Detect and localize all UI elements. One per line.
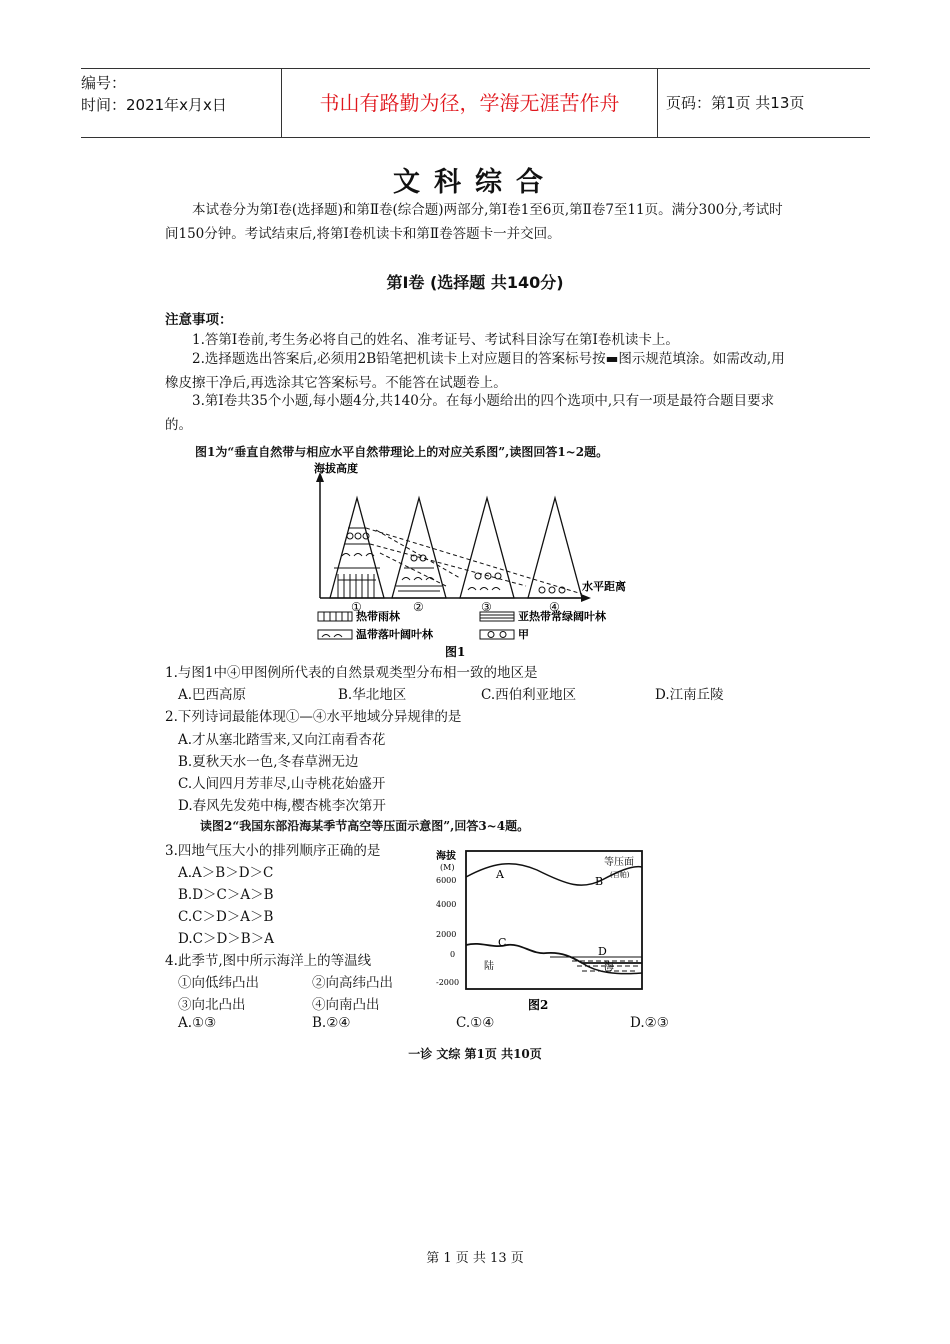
page-header: [81, 68, 870, 138]
q1-option: B.华北地区: [338, 687, 407, 703]
fig1-marker: ③: [481, 600, 492, 614]
q4-item: ①向低纬凸出: [178, 975, 259, 991]
fig1-y-label: 海拔高度: [314, 462, 358, 475]
fig2-diagram: [432, 845, 647, 1015]
q4-option: D.②③: [630, 1015, 669, 1031]
fig1-x-label: 水平距离: [582, 580, 626, 593]
header-left: [81, 69, 281, 140]
note-item: 3.第Ⅰ卷共35个小题,每小题4分,共140分。在每小题给出的四个选项中,只有一项是最符合题目要求的。: [165, 393, 775, 433]
q4-option: B.②④: [312, 1015, 351, 1031]
fig2-isobar-unit: (百帕): [610, 871, 630, 879]
fig1-caption: 图1: [445, 645, 466, 658]
fig2-tick: 4000: [436, 900, 457, 909]
q2-option: B.夏秋天水一色,冬春草洲无边: [178, 754, 359, 770]
q4-item: ③向北凸出: [178, 997, 246, 1013]
fig2-point: A: [496, 868, 504, 881]
q2-option: D.春风先发苑中梅,樱杏桃李次第开: [178, 798, 386, 814]
fig1-legend-label: 亚热带常绿阔叶林: [518, 610, 606, 623]
fig2-isobar-label: 等压面: [604, 857, 634, 868]
q4-option: A.①③: [178, 1015, 217, 1031]
q4-option: C.①④: [456, 1015, 495, 1031]
q4-item: ②向高纬凸出: [312, 975, 393, 991]
q2-option: C.人间四月芳菲尽,山寺桃花始盛开: [178, 776, 386, 792]
q3-option: C.C＞D＞A＞B: [178, 909, 274, 925]
q2-stem: 2.下列诗词最能体现①—④水平地域分异规律的是: [165, 709, 462, 725]
fig1-marker: ②: [413, 600, 424, 614]
fig2-tick: 6000: [436, 876, 457, 885]
fig2-point: B: [595, 875, 604, 888]
note-item: 1.答第Ⅰ卷前,考生务必将自己的姓名、准考证号、考试科目涂写在第Ⅰ卷机读卡上。: [192, 332, 679, 348]
header-page-info: 页码：第1页 共13页: [666, 94, 805, 112]
fig1-legend-label: 温带落叶阔叶林: [356, 628, 433, 641]
inner-page-footer: 一诊 文综 第1页 共10页: [408, 1047, 542, 1061]
fig1-marker: ①: [351, 600, 362, 614]
fig2-tick: 2000: [436, 930, 457, 939]
fig1-diagram: [310, 458, 640, 658]
note-item: 2.选择题选出答案后,必须用2B铅笔把机读卡上对应题目的答案标号按▬图示规范填涂。如需改动,用橡皮擦干净后,再选涂其它答案标号。不能答在试题卷上。: [165, 351, 785, 391]
section-title: 第Ⅰ卷 (选择题 共140分): [386, 273, 564, 292]
q3-option: B.D＞C＞A＞B: [178, 887, 274, 903]
fig2-point: D: [598, 945, 607, 958]
q3-stem: 3.四地气压大小的排列顺序正确的是: [165, 843, 381, 859]
fig2-sea-label: 海: [604, 962, 614, 973]
intro-paragraph: 本试卷分为第Ⅰ卷(选择题)和第Ⅱ卷(综合题)两部分,第Ⅰ卷1至6页,第Ⅱ卷7至11页。满分300分,考试时间150分钟。考试结束后,将第Ⅰ卷机读卡和第Ⅱ卷答题卡一并交回。: [165, 202, 783, 242]
fig1-intro: 图1为“垂直自然带与相应水平自然带理论上的对应关系图”,读图回答1~2题。: [195, 445, 609, 459]
q2-option: A.才从塞北踏雪来,又向江南看杏花: [178, 732, 386, 748]
q3-option: D.C＞D＞B＞A: [178, 931, 274, 947]
page-footer: 第 1 页 共 13 页: [426, 1251, 524, 1266]
date-label: 时间：2021年x月x日: [81, 96, 227, 114]
header-motto: 书山有路勤为径，学海无涯苦作舟: [281, 69, 658, 137]
fig2-land-label: 陆: [484, 961, 494, 972]
fig2-point: C: [498, 936, 507, 949]
fig2-caption: 图2: [528, 998, 549, 1012]
fig1-legend-label: 热带雨林: [356, 610, 400, 623]
number-label: 编号：: [81, 74, 127, 92]
fig2-y-unit: (M): [440, 863, 455, 872]
fig1-legend-label: 甲: [518, 628, 529, 641]
q3-option: A.A＞B＞D＞C: [178, 865, 274, 881]
fig2-tick: -2000: [436, 978, 460, 987]
fig1-marker: ④: [549, 600, 560, 614]
fig2-tick: 0: [450, 950, 456, 959]
q1-option: A.巴西高原: [178, 687, 247, 703]
q4-item: ④向南凸出: [312, 997, 380, 1013]
exam-title: 文科综合: [393, 167, 557, 198]
q1-option: D.江南丘陵: [655, 687, 724, 703]
fig2-intro: 读图2“我国东部沿海某季节高空等压面示意图”,回答3~4题。: [200, 819, 530, 833]
fig2-y-label: 海拔: [436, 851, 456, 862]
q1-stem: 1.与图1中④甲图例所代表的自然景观类型分布相一致的地区是: [165, 665, 538, 681]
notes-heading: 注意事项：: [165, 312, 233, 328]
q4-stem: 4.此季节,图中所示海洋上的等温线: [165, 953, 372, 969]
q1-option: C.西伯利亚地区: [481, 687, 577, 703]
